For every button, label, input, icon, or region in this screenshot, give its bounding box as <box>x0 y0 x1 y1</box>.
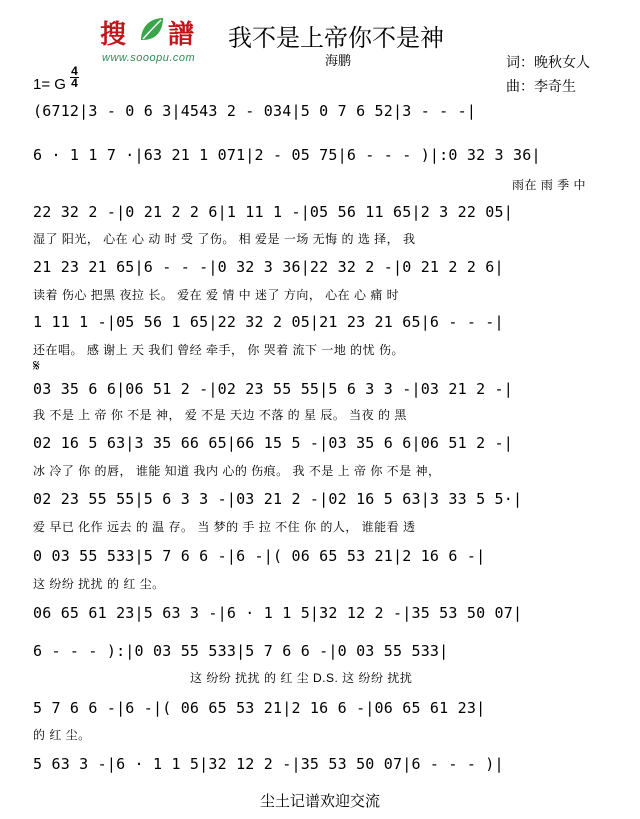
music-line-3: 22 32 2 -|0 21 2 2 6|1 11 1 -|05 56 11 65|2 3 22 05| <box>33 203 513 221</box>
time-signature-bottom: 4 <box>71 76 78 90</box>
footer-note: 尘土记谱欢迎交流 <box>259 793 380 810</box>
lyric-line-6: 我 不是 上 帝 你 不是 神， 爱 不是 天边 不落 的 星 辰。 当夜 的 黑 <box>33 408 407 422</box>
lyric-line-7: 冰 冷了 你 的唇， 谁能 知道 我内 心的 伤痕。 我 不是 上 帝 你 不是 神， <box>33 464 441 478</box>
music-line-4: 21 23 21 65|6 - - -|0 32 3 36|22 32 2 -|0 21 2 2 6| <box>33 258 504 276</box>
key-signature: 1= G <box>33 76 66 93</box>
music-line-11: 6 - - - ):|0 03 55 533|5 7 6 6 -|0 03 55 533| <box>33 642 449 660</box>
composer: 曲：李奇生 <box>506 78 576 94</box>
music-line-1: (6712|3 - 0 6 3|4543 2 - 034|5 0 7 6 52|3 - - -| <box>33 102 477 120</box>
leaf-icon <box>135 14 167 46</box>
lyric-line-4: 读着 伤心 把黑 夜拉 长。 爱在 爱 情 中 迷了 方向， 心在 心 痛 时 <box>33 288 400 302</box>
lyric-line-2: 雨在 雨 季 中 <box>512 178 587 192</box>
music-line-12: 5 7 6 6 -|6 -|( 06 65 53 21|2 16 6 -|06 65 61 23| <box>33 699 486 717</box>
time-signature-top: 4 <box>71 64 78 78</box>
music-line-10: 06 65 61 23|5 63 3 -|6 · 1 1 5|32 12 2 -|35 53 50 07| <box>33 604 523 622</box>
lyric-line-9: 这 纷纷 扰扰 的 红 尘。 <box>33 577 165 591</box>
lyric-line-5: 还在唱。 感 谢上 天 我们 曾经 牵手， 你 哭着 流下 一地 的忧 伤。 <box>33 343 405 357</box>
logo-url: www.sooopu.com <box>102 52 196 64</box>
lyric-line-12: 的 红 尘。 <box>33 728 91 742</box>
music-line-9: 0 03 55 533|5 7 6 6 -|6 -|( 06 65 53 21|2 16 6 -| <box>33 547 486 565</box>
logo-character-1: 搜 <box>100 20 127 50</box>
music-line-5: 1 11 1 -|05 56 1 65|22 32 2 05|21 23 21 65|6 - - -| <box>33 313 504 331</box>
logo-character-2: 譜 <box>168 20 195 50</box>
singer: 海鹏 <box>325 53 352 68</box>
segno-sign: 𝄋 <box>33 358 40 375</box>
music-line-2: 6 · 1 1 7 ·|63 21 1 071|2 - 05 75|6 - - - )|:0 32 3 36| <box>33 146 541 164</box>
song-title: 我不是上帝你不是神 <box>228 25 444 52</box>
lyric-line-8: 爱 早已 化作 远去 的 温 存。 当 梦的 手 拉 不住 你 的人， 谁能看 透 <box>33 520 416 534</box>
lyric-line-11: 这 纷纷 扰扰 的 红 尘 D.S. 这 纷纷 扰扰 <box>190 671 413 685</box>
music-line-7: 02 16 5 63|3 35 66 65|66 15 5 -|03 35 6 6|06 51 2 -| <box>33 434 513 452</box>
time-signature <box>70 66 79 89</box>
lyricist: 词：晚秋女人 <box>506 54 590 70</box>
music-line-6: 03 35 6 6|06 51 2 -|02 23 55 55|5 6 3 3 -|03 21 2 -| <box>33 380 513 398</box>
lyric-line-3: 湿了 阳光， 心在 心 动 时 受 了伤。 相 爱是 一场 无悔 的 选 择， 我 <box>33 232 416 246</box>
music-line-8: 02 23 55 55|5 6 3 3 -|03 21 2 -|02 16 5 63|3 33 5 5·| <box>33 490 523 508</box>
music-line-13: 5 63 3 -|6 · 1 1 5|32 12 2 -|35 53 50 07|6 - - - )| <box>33 755 504 773</box>
